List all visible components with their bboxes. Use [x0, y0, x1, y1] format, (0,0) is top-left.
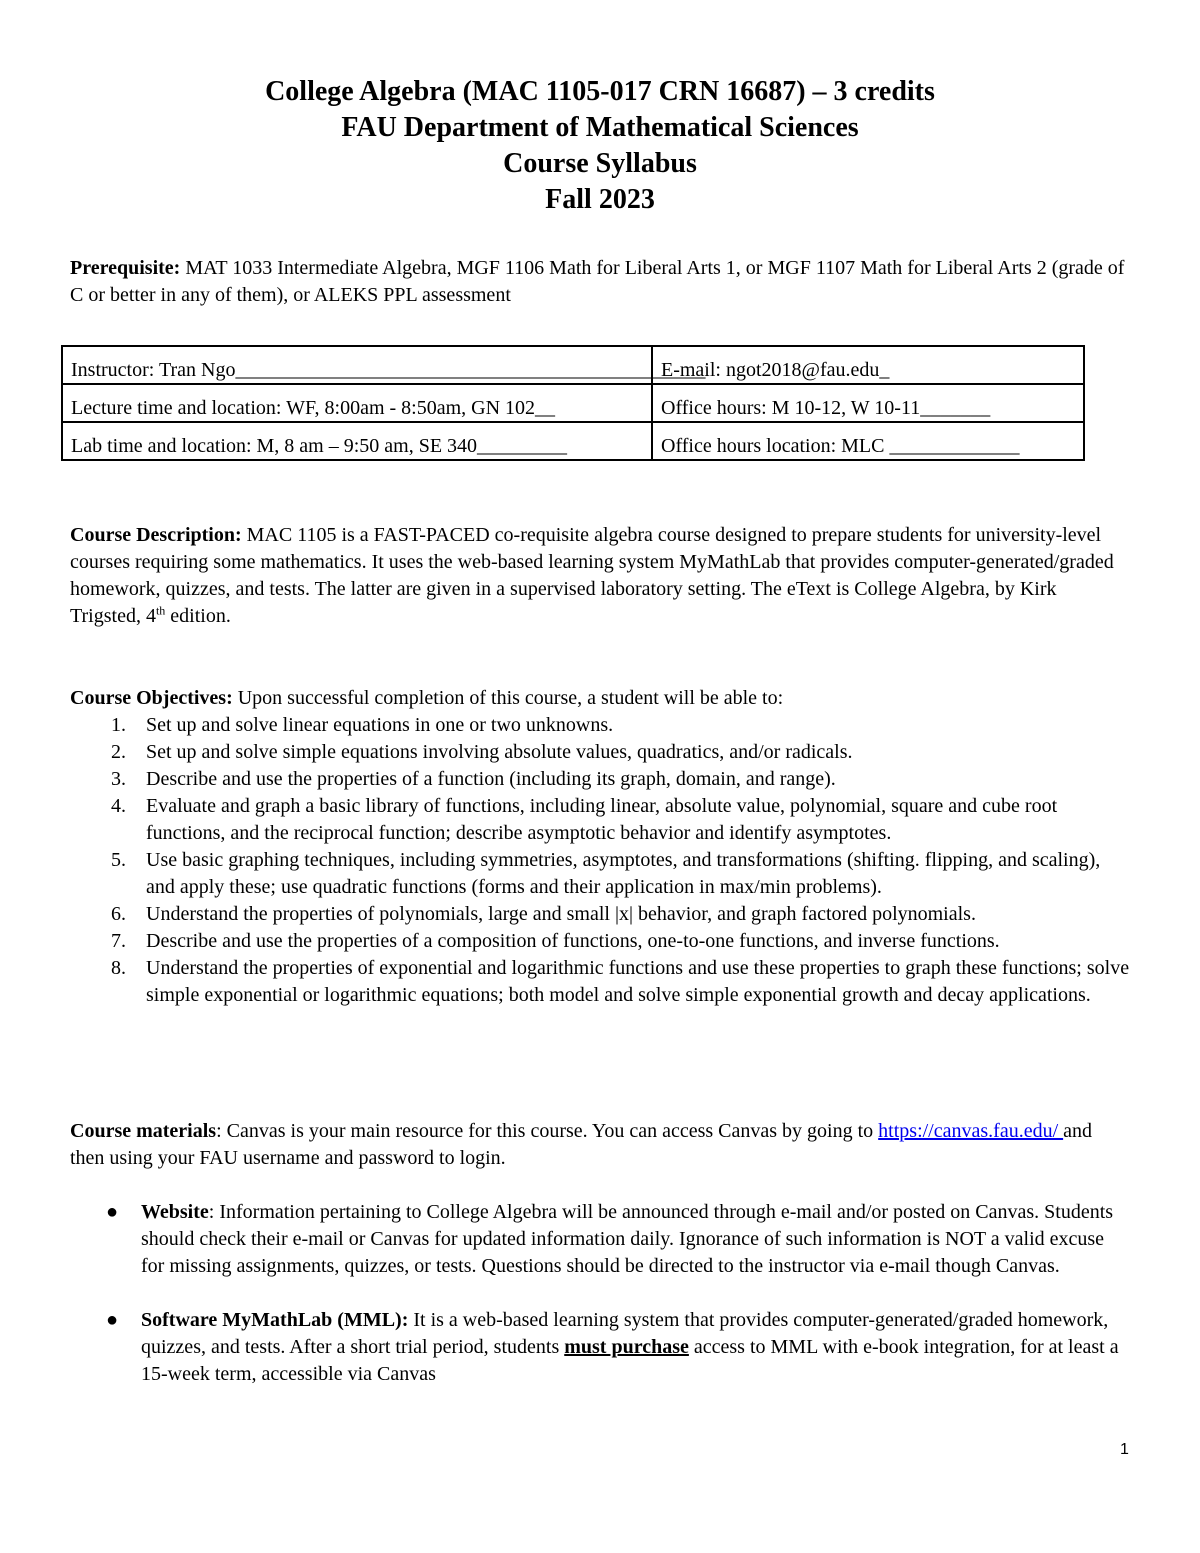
email-cell: E-mail: ngot2018@fau.edu_	[652, 346, 1084, 384]
course-title: College Algebra (MAC 1105-017 CRN 16687) – 3 credits	[265, 76, 935, 107]
item-number: 6.	[111, 903, 126, 925]
table-row	[62, 346, 1084, 384]
list-item	[70, 1199, 1130, 1280]
office-location-cell: Office hours location: MLC _____________	[652, 422, 1084, 460]
website-label: Website	[141, 1201, 209, 1223]
list-item	[69, 739, 1130, 766]
item-text: Use basic graphing techniques, including symmetries, asymptotes, and transformations (shifting. flipping, and scaling), and apply these; use quadratic functions (forms and their application in max/min problems).	[146, 849, 1101, 898]
term-title: Fall 2023	[545, 184, 655, 215]
list-item	[69, 766, 1130, 793]
office-hours-cell: Office hours: M 10-12, W 10-11_______	[652, 384, 1084, 422]
item-text: Set up and solve simple equations involving absolute values, quadratics, and/or radicals.	[146, 741, 853, 763]
lab-cell: Lab time and location: M, 8 am – 9:50 am, SE 340_________	[62, 422, 652, 460]
list-item	[69, 928, 1130, 955]
canvas-link[interactable]: https://canvas.fau.edu/	[878, 1120, 1064, 1142]
objectives-intro	[70, 685, 1130, 712]
item-number: 5.	[111, 849, 126, 871]
bullet-icon: ●	[106, 1201, 119, 1223]
lecture-cell: Lecture time and location: WF, 8:00am - 8:50am, GN 102__	[62, 384, 652, 422]
materials-label: Course materials	[70, 1120, 217, 1142]
objectives-list	[70, 712, 1130, 1009]
item-text: Understand the properties of exponential and logarithmic functions and use these properties to graph these functions; solve simple exponential or logarithmic equations; both model and solve simple exponential growth and decay applications.	[146, 957, 1130, 1006]
course-info-table	[61, 345, 1085, 461]
item-number: 8.	[111, 957, 126, 979]
title-block	[0, 74, 1200, 218]
list-item	[69, 847, 1130, 901]
list-item	[70, 1307, 1130, 1388]
list-item	[69, 712, 1130, 739]
item-text: Evaluate and graph a basic library of functions, including linear, absolute value, polynomial, square and cube root functions, and the reciprocal function; describe asymptotic behavior and identify asymptotes.	[146, 795, 1058, 844]
document-type-title: Course Syllabus	[503, 148, 697, 179]
page-number: 1	[1120, 1441, 1129, 1458]
materials-text-end: and then using your FAU username and password to login.	[70, 1120, 1093, 1169]
course-materials-paragraph	[70, 1118, 1130, 1172]
materials-bullet-list	[70, 1199, 1130, 1415]
description-text-end: edition.	[165, 605, 231, 627]
item-number: 4.	[111, 795, 126, 817]
item-number: 2.	[111, 741, 126, 763]
item-number: 3.	[111, 768, 126, 790]
objectives-label: Course Objectives:	[70, 687, 233, 709]
bullet-icon: ●	[106, 1309, 119, 1331]
course-objectives-section	[70, 685, 1130, 1009]
item-number: 1.	[111, 714, 126, 736]
software-label: Software MyMathLab (MML):	[141, 1309, 409, 1331]
objectives-intro-text: Upon successful completion of this course, a student will be able to:	[232, 687, 784, 709]
prerequisite-label: Prerequisite:	[70, 257, 181, 279]
prerequisite-paragraph	[70, 255, 1130, 309]
item-text: Understand the properties of polynomials, large and small |x| behavior, and graph factored polynomials.	[146, 903, 976, 925]
item-text: Describe and use the properties of a composition of functions, one-to-one functions, and inverse functions.	[146, 930, 1000, 952]
table-row	[62, 422, 1084, 460]
software-text-end: access to MML with e-book integration, for at least a 15-week term, accessible via Canvas	[141, 1336, 1119, 1385]
course-description-paragraph	[70, 522, 1130, 630]
instructor-cell: Instructor: Tran Ngo_______________________________________________	[62, 346, 652, 384]
item-text: Set up and solve linear equations in one or two unknowns.	[146, 714, 614, 736]
must-purchase-emphasis: must purchase	[564, 1336, 689, 1358]
item-text: Describe and use the properties of a function (including its graph, domain, and range).	[146, 768, 836, 790]
description-label: Course Description:	[70, 524, 242, 546]
list-item	[69, 955, 1130, 1009]
description-text: MAC 1105 is a FAST-PACED co-requisite algebra course designed to prepare students for university-level courses requiring some mathematics. It uses the web-based learning system MyMathLab that provides computer-generated/graded homework, quizzes, and tests. The latter are given in a supervised laboratory setting. The eText is College Algebra, by Kirk Trigsted, 4	[70, 524, 1114, 627]
department-title: FAU Department of Mathematical Sciences	[341, 112, 859, 143]
materials-text: : Canvas is your main resource for this course. You can access Canvas by going to	[216, 1120, 879, 1142]
list-item	[69, 901, 1130, 928]
list-item	[69, 793, 1130, 847]
edition-superscript: th	[155, 603, 166, 618]
website-text: : Information pertaining to College Algebra will be announced through e-mail and/or posted on Canvas. Students should check their e-mail or Canvas for updated information daily. Ignorance of such information is NOT a valid excuse for missing assignments, quizzes, or tests. Questions should be directed to the instructor via e-mail though Canvas.	[141, 1201, 1114, 1277]
software-text: It is a web-based learning system that provides computer-generated/graded homework, quizzes, and tests. After a short trial period, students	[141, 1309, 1109, 1358]
table-row	[62, 384, 1084, 422]
prerequisite-text: MAT 1033 Intermediate Algebra, MGF 1106 Math for Liberal Arts 1, or MGF 1107 Math for Liberal Arts 2 (grade of C or better in any of them), or ALEKS PPL assessment	[70, 257, 1125, 306]
item-number: 7.	[111, 930, 126, 952]
